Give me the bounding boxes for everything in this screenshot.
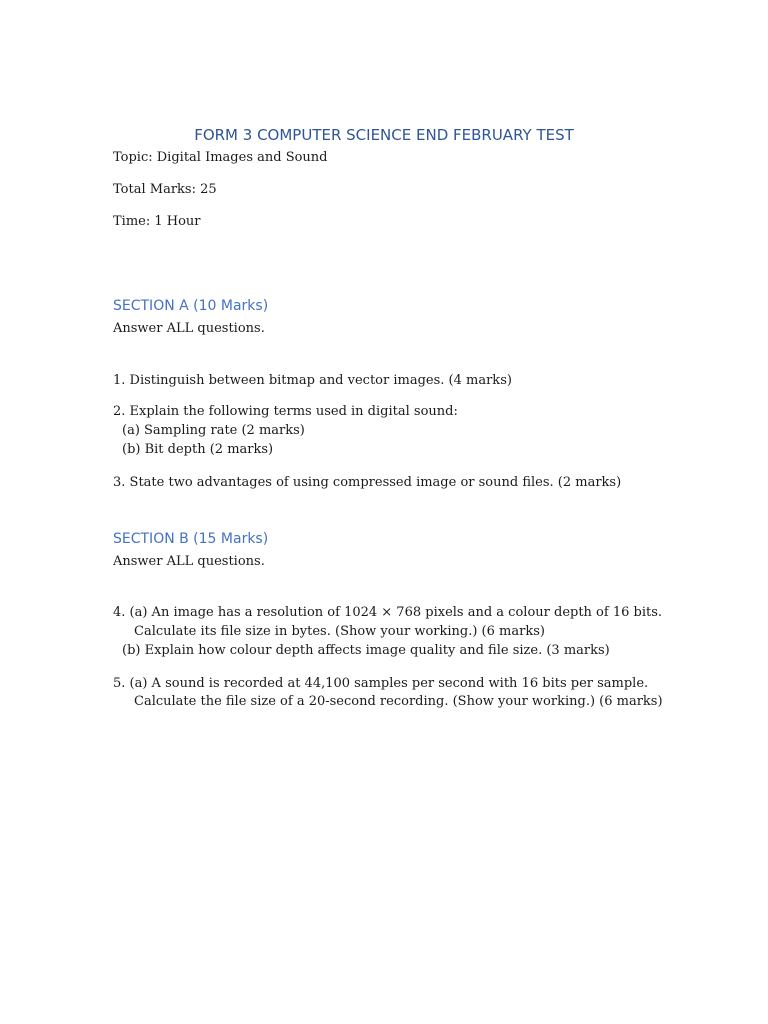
section-b-instruction: Answer ALL questions. <box>113 554 265 569</box>
total-marks-line: Total Marks: 25 <box>113 182 217 197</box>
section-a-instruction: Answer ALL questions. <box>113 321 265 336</box>
question-5a-line-1: 5. (a) A sound is recorded at 44,100 samples per second with 16 bits per sample. <box>113 676 649 691</box>
question-4b: (b) Explain how colour depth affects image quality and file size. (3 marks) <box>122 643 610 658</box>
document-title: FORM 3 COMPUTER SCIENCE END FEBRUARY TEST <box>194 126 574 144</box>
question-2: 2. Explain the following terms used in digital sound: <box>113 404 458 419</box>
question-2a: (a) Sampling rate (2 marks) <box>122 423 305 438</box>
question-5a-line-2: Calculate the file size of a 20-second recording. (Show your working.) (6 marks) <box>134 694 663 709</box>
section-a-heading: SECTION A (10 Marks) <box>113 298 269 314</box>
time-line: Time: 1 Hour <box>113 214 201 229</box>
question-4a-line-1: 4. (a) An image has a resolution of 1024 × 768 pixels and a colour depth of 16 bits. <box>113 605 663 620</box>
question-2b: (b) Bit depth (2 marks) <box>122 442 274 457</box>
section-b-heading: SECTION B (15 Marks) <box>113 531 269 547</box>
question-1: 1. Distinguish between bitmap and vector images. (4 marks) <box>113 373 512 388</box>
question-4a-line-2: Calculate its file size in bytes. (Show your working.) (6 marks) <box>134 624 545 639</box>
topic-line: Topic: Digital Images and Sound <box>113 150 328 165</box>
question-3: 3. State two advantages of using compressed image or sound files. (2 marks) <box>113 475 622 490</box>
